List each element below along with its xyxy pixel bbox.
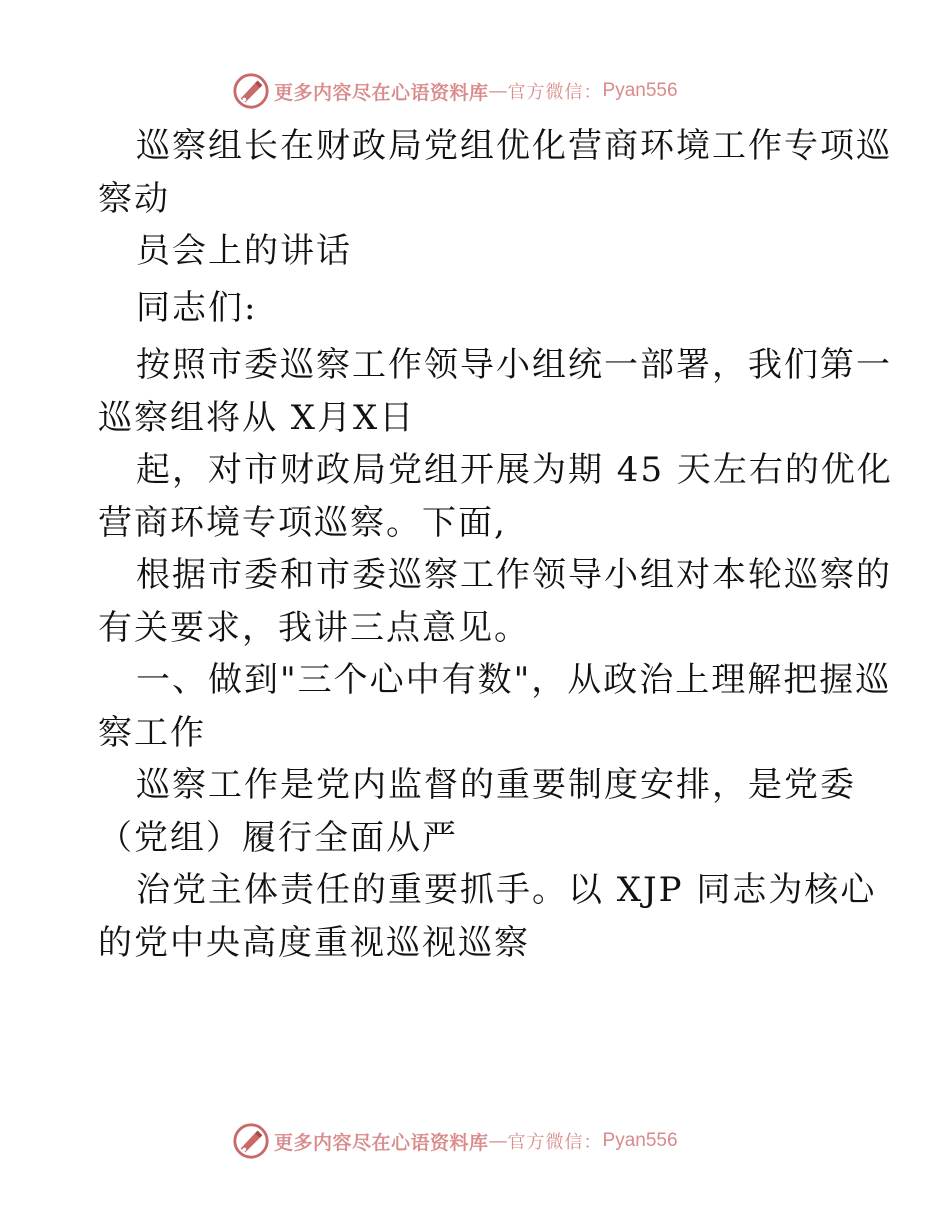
salutation: 同志们: [136, 288, 258, 328]
section-heading-line: 一、做到"三个心中有数"，从政治上理解把握巡 [136, 660, 892, 700]
paragraph-line: 有关要求，我讲三点意见。 [98, 608, 530, 648]
title-line-2: 察动 [98, 179, 170, 219]
banner-label: 官方微信： [507, 82, 603, 103]
banner-brand-text: 更多内容尽在心语资料库 [274, 81, 489, 104]
banner-label: 官方微信： [507, 1132, 603, 1153]
paragraph-line: （党组）履行全面从严 [98, 818, 458, 858]
section-heading-line: 察工作 [98, 713, 206, 753]
paragraph-line: 治党主体责任的重要抓手。以 XJP 同志为核心 [136, 870, 877, 910]
footer-banner [232, 1121, 678, 1161]
paragraph-line: 按照市委巡察工作领导小组统一部署，我们第一 [136, 345, 892, 385]
banner-wechat-id: Pyan556 [602, 80, 678, 101]
banner-brand-text: 更多内容尽在心语资料库 [274, 1131, 489, 1154]
pen-logo-icon [232, 72, 270, 110]
paragraph-line: 巡察工作是党内监督的重要制度安排，是党委 [136, 765, 856, 805]
header-banner [232, 71, 678, 111]
pen-logo-icon [232, 1122, 270, 1160]
paragraph-line: 根据市委和市委巡察工作领导小组对本轮巡察的 [136, 555, 892, 595]
document-body [98, 118, 893, 967]
banner-wechat-id: Pyan556 [602, 1130, 678, 1151]
paragraph-line: 的党中央高度重视巡视巡察 [98, 923, 530, 963]
paragraph-line: 巡察组将从 X月X日 [98, 398, 416, 438]
banner-separator: — [488, 80, 508, 102]
paragraph-line: 起，对市财政局党组开展为期 45 天左右的优化 [136, 450, 893, 490]
title-line-3: 员会上的讲话 [136, 231, 352, 271]
paragraph-line: 营商环境专项巡察。下面, [98, 503, 507, 543]
title-line-1: 巡察组长在财政局党组优化营商环境工作专项巡 [136, 126, 892, 166]
banner-separator: — [488, 1130, 508, 1152]
